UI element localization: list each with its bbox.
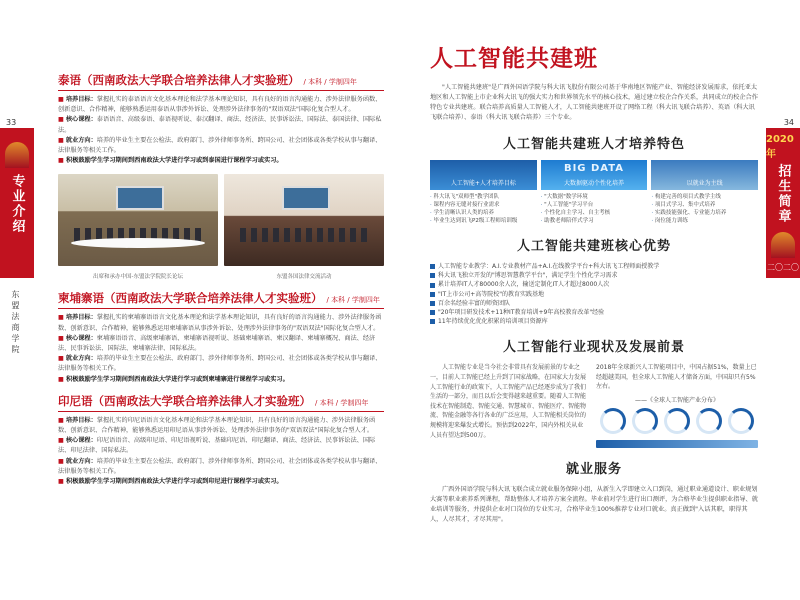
program-section-indonesian	[58, 393, 384, 487]
photo-captions	[58, 272, 384, 280]
side-tab	[766, 128, 800, 278]
training-goal	[58, 313, 384, 333]
field-text: 掌握扎实的印尼语语言文化基本理论和法学基本理论知识，具有良好的语言沟通能力、涉外法律服务函数、创新意识、合作精神，能够熟悉运用印尼语从事涉外诉讼、处理涉外法律事务的"双语双法"国际化复合型人才。	[58, 416, 376, 435]
ring-graphic	[696, 408, 722, 434]
program-section-thai	[58, 72, 384, 166]
training-goal	[58, 416, 384, 436]
employment-title: 就业服务	[565, 462, 622, 478]
feature-banner	[430, 160, 537, 190]
advantages-list	[430, 262, 758, 326]
list-item	[430, 299, 758, 308]
tab-year: 2020年	[766, 134, 794, 160]
photo-caption: 出席和承办中国-东盟法学院院长论坛	[93, 274, 183, 281]
core-courses	[58, 115, 384, 135]
discussion-photo	[224, 174, 384, 266]
feature-banner	[651, 160, 758, 190]
industry-paragraph: 人工智能专业是当今社会非常具有发展前景的专业之一，目前人工智能已经上升到了国家战略，在国家大力发展人工智能行业的政策下，人工智能产品已经逐步成为了我们生活的一部分，而且以后会变得越来越重要。随着人工智能技术在智能制造、智能交通、智慧城市、智能医疗、智能物流、智能金融等各行各业的广泛应用，人工智能相关岗位的规模将迎来爆发式增长。预估到2022年，国内外相关从业人员有望达到500万。	[430, 364, 587, 439]
field-text: 积极鼓励学生学习期间到西南政法大学进行学习或到泰国进行课程学习或实习。	[66, 157, 283, 165]
people-shape	[240, 228, 368, 242]
features-title: 人工智能共建班人才培养特色	[502, 137, 685, 152]
square-bullet-icon	[430, 310, 435, 315]
intro-paragraph: "人工智能共建班"是广西外国语学院与科大讯飞股份有限公司基于华南地区智能产业、智能经济发展需求，依托亚太地区和人工智能上市企业科大讯飞的强大实力和世界领先水平的核心技术，通过建立校企合作关系，共同成立的校企合作特色专业共建班。联合培养高质量人工智能人才，人工智能共建班开设了网络工程（科大讯飞联合培养）、英语（科大讯飞联合培养）、泰语（科大讯飞联合培养）三个专业。	[430, 84, 758, 121]
list-item: · 科大讯飞"双师型"教学团队	[430, 193, 537, 201]
bullet-icon: ■	[58, 314, 66, 322]
ring-charts	[596, 408, 758, 434]
building-icon	[5, 142, 29, 168]
advantage-text: "IT上市公司+高等院校"的教育实践基地	[438, 290, 544, 298]
list-item: · "人工智能"学习平台	[541, 201, 648, 209]
tab-sub: 二〇二〇	[767, 263, 799, 272]
ring-graphic	[600, 408, 626, 434]
list-item	[430, 308, 758, 317]
field-text: 培养的毕业生主要在公检法、政府部门、涉外律师事务所、跨国公司、社会团体或各类学校从事与翻译、法律服务等相关工作。	[58, 355, 382, 373]
field-label: 培养目标：	[65, 96, 97, 103]
field-text: 掌握扎实的泰语语言文化基本理论和法学基本理论知识，具有良好的语言沟通能力、涉外法律服务函数、创新意识、合作精神，能够熟悉运用泰语从事涉外诉讼、处理涉外法律事务的"双语双法"国际化复合型人才。	[58, 96, 382, 114]
square-bullet-icon	[430, 273, 435, 278]
field-label: 就业方向：	[65, 457, 97, 465]
industry-section	[430, 363, 758, 448]
field-text: 泰语语音、高级泰语、泰语视听说、泰汉翻译、商法、经济法、民事诉讼法、国际法、泰国法律、国际私法。	[58, 116, 382, 134]
ring-graphic	[728, 408, 754, 434]
page-number: 34	[783, 118, 794, 127]
industry-stat: 2018年全球新兴人工智能项目中，中国占据51%，数量上已经超越美国，但全球人工智能人才储备方面，中国却只有5%左右。	[596, 364, 757, 390]
list-item	[430, 317, 758, 326]
square-bullet-icon	[430, 283, 435, 288]
advantage-text: 百余名经验丰富的师资团队	[438, 299, 511, 307]
bullet-icon: ■	[58, 136, 66, 144]
bullet-icon: ■	[58, 416, 66, 424]
employment-direction	[58, 136, 384, 156]
square-bullet-icon	[430, 301, 435, 306]
training-goal	[58, 95, 384, 115]
side-tab	[0, 128, 34, 278]
list-item: · "大数据"数学环境	[541, 193, 648, 201]
program-title: 柬埔寨语（西南政法大学联合培养法律人才实验班）	[58, 291, 323, 306]
square-bullet-icon	[430, 319, 435, 324]
list-item: · 课程内容无缝对接行业需求	[430, 201, 537, 209]
field-label: 就业方向：	[65, 136, 97, 144]
list-item	[430, 262, 758, 271]
advantage-text: 11年持续优化优化积累的培训项目资源库	[438, 318, 548, 326]
program-subtitle: / 本科 / 学制四年	[315, 398, 369, 407]
bullet-icon: ■	[58, 375, 67, 383]
core-courses	[58, 436, 384, 456]
school-name-vertical: 东盟法商学院	[11, 290, 20, 356]
advantage-text: 人工智能专业教学：A.I.专业教材产品+A.I.在线教学平台+科大讯飞工程师面授教学	[438, 263, 660, 270]
bullet-icon: ■	[58, 437, 66, 445]
field-label: 核心课程：	[65, 437, 97, 445]
bullet-icon: ■	[58, 355, 66, 363]
advantages-title: 人工智能共建班核心优势	[516, 239, 671, 254]
field-text: 培养的毕业生主要在公检法、政府部门、涉外律师事务所、跨国公司、社会团体或各类学校从事与翻译、法律服务等相关工作。	[58, 136, 382, 155]
advantage-text: "20年项目研发技术+11种IT教育培训+9年高校教育改革"经验	[438, 309, 605, 317]
big-data-graphic: BIG DATA	[563, 163, 625, 174]
screen-shape	[282, 186, 331, 210]
feature-banner-label: 人工智能+人才培养目标	[450, 180, 516, 187]
bullet-icon: ■	[58, 457, 66, 465]
report-title: ——《全球人工智能产业分布》	[634, 397, 719, 405]
advantage-text: 科大讯飞独立开发的"博思智慧教学平台"，满足学生个性化学习需求	[438, 272, 618, 280]
feature-list	[651, 193, 758, 225]
building-icon	[771, 232, 795, 258]
field-text: 印尼语语音、高级印尼语、印尼语视听说、基础印尼语、印尼翻译、商法、经济法、民事诉讼法、国际法、印尼法律、国际私法。	[58, 437, 376, 455]
bullet-icon: ■	[58, 96, 66, 103]
page-number: 33	[6, 118, 17, 127]
right-page	[400, 0, 800, 600]
bullet-icon: ■	[58, 157, 67, 165]
program-subtitle: / 本科 / 学制四年	[326, 296, 380, 305]
industry-title: 人工智能行业现状及发展前景	[502, 340, 685, 356]
field-label: 就业方向：	[65, 355, 97, 363]
program-header	[58, 290, 384, 309]
field-label: 核心课程：	[65, 116, 97, 124]
advantage-text: 累计培养IT人才80000余人次，输送定制化IT人才超过8000人次	[438, 281, 610, 289]
list-item: · 毕业生达到讯飞P2级工程师培训级	[430, 217, 537, 225]
list-item: · 实践技能强化、专业能力培养	[651, 209, 758, 217]
side-tab-label: 专业介绍	[9, 174, 25, 234]
list-item: · 岗位能力训练	[651, 217, 758, 225]
side-tab-label: 招生简章	[775, 164, 791, 224]
feature-list	[430, 193, 537, 225]
employment-direction	[58, 457, 384, 477]
list-item: · 助教老师陪伴式学习	[541, 217, 648, 225]
photo-caption: 东盟各国法律交流活动	[276, 274, 332, 281]
square-bullet-icon	[430, 264, 435, 269]
ring-graphic	[632, 408, 658, 434]
core-courses	[58, 334, 384, 354]
ai-class-column	[430, 40, 758, 525]
feature-banner	[541, 160, 648, 190]
program-note	[58, 375, 384, 385]
bullet-icon: ■	[58, 116, 66, 124]
photo-row	[58, 174, 384, 266]
square-bullet-icon	[430, 292, 435, 297]
list-item	[430, 280, 758, 289]
industry-bar	[596, 440, 758, 448]
field-text: 柬埔寨语语音、高级柬埔寨语、柬埔寨语视听说、基础柬埔寨语、柬汉翻译、柬埔寨概况、商法、经济法、民事诉讼法、国际法、柬埔寨法律、国际私法。	[58, 334, 376, 353]
list-item: · 学生清晰认识人类的培养	[430, 209, 537, 217]
list-item: · 项目式学习、集中式培养	[651, 201, 758, 209]
field-label: 培养目标：	[65, 314, 97, 322]
program-note	[58, 477, 384, 487]
list-item: · 构建完善的项目式教学主线	[651, 193, 758, 201]
field-text: 培养的毕业生主要在公检法、政府部门、涉外律师事务所、跨国公司、社会团体或各类学校从事与翻译、法律服务等相关工作。	[58, 457, 382, 475]
bullet-icon: ■	[58, 334, 66, 342]
feature-card	[430, 160, 537, 225]
page-title: 人工智能共建班	[430, 46, 598, 72]
industry-panel	[596, 363, 758, 448]
field-text: 掌握扎实的柬埔寨语语言文化基本理论和法学基本理论知识，具有良好的语言沟通能力、涉外法律服务函数、创新意识、合作精神，能够熟悉运用柬埔寨语从事涉外诉讼、处理涉外法律事务的"双语双法"国际化复合型人才。	[58, 314, 382, 332]
employment-paragraph: 广西外国语学院与科大讯飞联合成立就业服务保障小组，从新生入学即建立入口到岗，通过职业通道设计、职业规划大赛等职业素养系列课程，帮助整体人才培养方案全流程。毕业前对学生进行出口测评，为合格毕业生提供职业指导、就业培训等服务，并提供企业对口岗位的专业实习，合格毕业生100%推荐专业对口就业。真正做到"入话其职，职得其人，人尽其才，才尽其用"。	[430, 486, 758, 524]
employment-direction	[58, 354, 384, 374]
list-item	[430, 271, 758, 280]
conference-photo	[58, 174, 218, 266]
field-label: 核心课程：	[65, 334, 97, 342]
program-note	[58, 156, 384, 166]
field-label: 培养目标：	[65, 416, 97, 424]
table-shape	[71, 238, 205, 248]
bullet-icon: ■	[58, 478, 67, 486]
feature-card	[541, 160, 648, 225]
program-section-khmer	[58, 290, 384, 384]
list-item	[430, 290, 758, 299]
ring-graphic	[664, 408, 690, 434]
feature-banner-label: 大数据驱动个性化培养	[564, 180, 625, 187]
feature-card	[651, 160, 758, 225]
list-item: · 个性化自主学习、自主考核	[541, 209, 648, 217]
field-text: 积极鼓励学生学习期间到西南政法大学进行学习或到印尼进行课程学习或实习。	[66, 478, 283, 486]
feature-banner-label: 以就业为主线	[686, 180, 723, 187]
program-column	[58, 72, 384, 495]
program-subtitle: / 本科 / 学制四年	[303, 78, 357, 86]
feature-list	[541, 193, 648, 225]
screen-shape	[116, 186, 165, 210]
field-text: 积极鼓励学生学习期间到西南政法大学进行学习或到柬埔寨进行课程学习或实习。	[66, 375, 289, 383]
program-title: 泰语（西南政法大学联合培养法律人才实验班）	[58, 73, 300, 87]
feature-row	[430, 160, 758, 225]
program-title: 印尼语（西南政法大学联合培养法律人才实验班）	[58, 393, 311, 408]
program-header	[58, 72, 384, 91]
program-header	[58, 393, 384, 412]
